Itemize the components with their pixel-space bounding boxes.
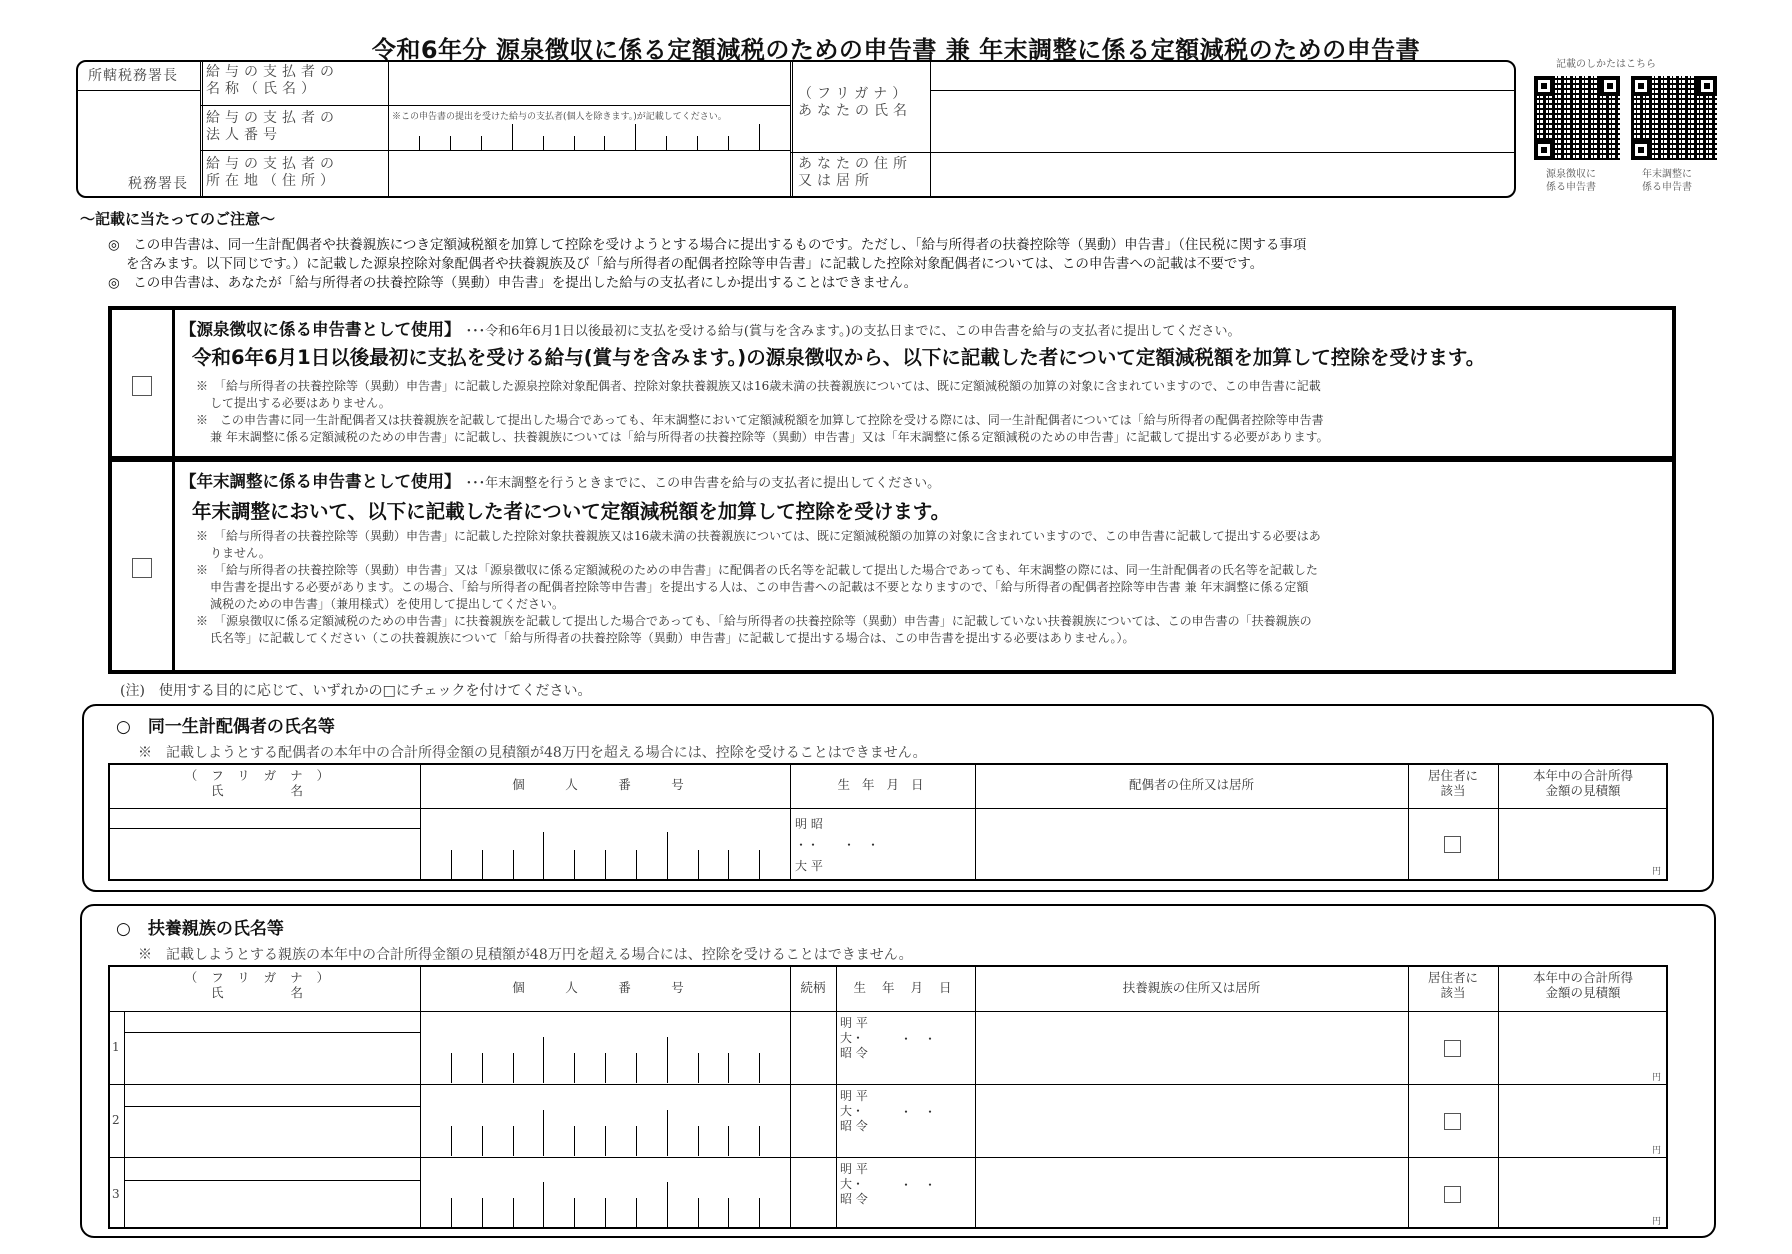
page-title: 令和6年分 源泉徴収に係る定額減税のための申告書 兼 年末調整に係る定額減税のための申告書 bbox=[371, 36, 1421, 64]
digit-separator bbox=[481, 136, 482, 150]
dependent-address-input[interactable] bbox=[977, 1013, 1406, 1083]
option-withholding-main: 令和6年6月1日以後最初に支払を受ける給与(賞与を含みます。)の源泉徴収から、以下に記載した者について定額減税額を加算して控除を受けます。 bbox=[192, 346, 1486, 369]
digit-separator bbox=[667, 1110, 668, 1156]
payer-number-note: ※この申告書の提出を受けた給与の支払者(個人を除きます。)が記載してください。 bbox=[392, 112, 727, 122]
digit-separator bbox=[574, 1126, 575, 1156]
dependents-note: ※ 記載しようとする親族の本年中の合計所得金額の見積額が48万円を超える場合には、控除を受けることはできません。 bbox=[138, 947, 913, 963]
dependent-yen-unit: 円 bbox=[1652, 1146, 1662, 1156]
dependent-birth-dots: ・ ・ bbox=[900, 1105, 937, 1119]
digit-separator bbox=[451, 1198, 452, 1228]
digit-separator bbox=[698, 1053, 699, 1083]
digit-separator bbox=[482, 1053, 483, 1083]
spouse-resident-checkbox[interactable] bbox=[1444, 836, 1461, 853]
row-number: 3 bbox=[112, 1187, 120, 1201]
dependent-furigana-input[interactable] bbox=[126, 1159, 418, 1178]
digit-separator bbox=[512, 124, 513, 150]
digit-separator bbox=[636, 1198, 637, 1228]
spouse-era-bottom: 大 平 bbox=[795, 859, 823, 873]
qr-code-year-end[interactable] bbox=[1631, 76, 1717, 160]
payer-address-label: 給与の支払者の 所在地（住所） bbox=[206, 156, 339, 189]
digit-separator bbox=[543, 136, 544, 150]
option-year-end-notes: ※ 「給与所得者の扶養控除等（異動）申告書」に記載した控除対象扶養親族又は16歳未満の扶養親族については、既に定額減税額の加算の対象に含まれていますので、この申告書に記載して提出する必要はあ りません。 ※ 「給与所得者の扶養控除等（異動）申告書」又は「源泉徴収に係る定額減税のための申告書」に配偶者の氏名等を記載して提出した場合であっても、年末調整の際には、同一生計配偶者の氏名等を記載した 申告書を提出する必要があります。この場合、「給与所得者の配偶者控除等申告書」を提出する人は、この申告書への記載は不要となりますので、「給与所得者の配偶者控除等申告書 兼 年末調整に係る定額 減税のための申告書」（兼用様式）を使用して提出してください。 ※ 「源泉徴収に係る定額減税のための申告書」に扶養親族を記載して提出した場合であっても、「給与所得者の扶養控除等（異動）申告書」に記載していない扶養親族については、この申告書の「扶養親族の 氏名等」に記載してください（この扶養親族について「給与所得者の扶養控除等（異動）申告書」に記載して提出する場合は、この申告書を提出する必要はありません。）。 bbox=[196, 529, 1321, 645]
dependent-yen-unit: 円 bbox=[1652, 1073, 1662, 1083]
dependent-name-input[interactable] bbox=[126, 1182, 418, 1227]
dependent-resident-checkbox[interactable] bbox=[1444, 1186, 1461, 1203]
digit-separator bbox=[513, 850, 514, 880]
digit-separator bbox=[513, 1053, 514, 1083]
dependent-era: 明 平 大・ 昭 令 bbox=[840, 1089, 868, 1133]
digit-separator bbox=[728, 136, 729, 150]
qr-left-label: 源泉徴収に 係る申告書 bbox=[1546, 169, 1596, 193]
digit-separator bbox=[698, 1198, 699, 1228]
spouse-era-top: 明 昭 bbox=[795, 817, 823, 831]
office-label: 所轄税務署長 bbox=[88, 68, 178, 84]
dependent-birth-dots: ・ ・ bbox=[900, 1178, 937, 1192]
digit-separator bbox=[728, 1053, 729, 1083]
digit-separator bbox=[697, 136, 698, 150]
digit-separator bbox=[574, 850, 575, 880]
dependent-yen-unit: 円 bbox=[1652, 1217, 1662, 1227]
your-address-input[interactable] bbox=[934, 154, 1512, 196]
dependents-col-birth: 生 年 月 日 bbox=[853, 980, 958, 995]
payer-address-input[interactable] bbox=[392, 152, 786, 196]
dependents-col-relation: 続柄 bbox=[800, 980, 826, 995]
digit-separator bbox=[635, 124, 636, 150]
spouse-col-resident: 居住者に 該当 bbox=[1427, 768, 1478, 798]
dependent-income-input[interactable] bbox=[1500, 1159, 1666, 1227]
digit-separator bbox=[574, 136, 575, 150]
digit-separator bbox=[450, 136, 451, 150]
spouse-furigana-input[interactable] bbox=[110, 810, 418, 827]
spouse-name-input[interactable] bbox=[110, 830, 418, 879]
dependent-furigana-input[interactable] bbox=[126, 1086, 418, 1104]
spouse-col-number: 個 人 番 号 bbox=[512, 777, 698, 792]
dependent-name-input[interactable] bbox=[126, 1034, 418, 1083]
digit-separator bbox=[482, 850, 483, 880]
your-address-label: あなたの住所 又は居所 bbox=[798, 156, 912, 189]
digit-separator bbox=[759, 850, 760, 880]
spouse-address-input[interactable] bbox=[977, 810, 1406, 879]
digit-separator bbox=[451, 1126, 452, 1156]
spouse-col-birth: 生 年 月 日 bbox=[837, 777, 928, 792]
dependent-income-input[interactable] bbox=[1500, 1086, 1666, 1156]
digit-separator bbox=[605, 1198, 606, 1228]
your-furigana-input[interactable] bbox=[934, 62, 1512, 88]
digit-separator bbox=[605, 850, 606, 880]
digit-separator bbox=[759, 1198, 760, 1228]
row-number: 2 bbox=[112, 1113, 120, 1127]
digit-separator bbox=[604, 136, 605, 150]
digit-separator bbox=[419, 136, 420, 150]
option-year-end-heading: 【年末調整に係る申告書として使用】 ･･･年末調整を行うときまでに、この申告書を給与の支払者に提出してください。 bbox=[180, 472, 941, 491]
dependents-col-income: 本年中の合計所得 金額の見積額 bbox=[1532, 970, 1633, 1000]
dependents-col-name: （フリガナ） 氏 名 bbox=[184, 970, 344, 1000]
digit-separator bbox=[759, 1126, 760, 1156]
dependents-col-number: 個 人 番 号 bbox=[512, 980, 698, 995]
dependent-relation-input[interactable] bbox=[792, 1013, 834, 1083]
notice-body: ◎ この申告書は、同一生計配偶者や扶養親族につき定額減税額を加算して控除を受けようとする場合に提出するものです。ただし、「給与所得者の扶養控除等（異動）申告書」（住民税に関する事項 を含みます。以下同じです。）に記載した源泉控除対象配偶者や扶養親族及び「給与所得者の配偶者控除等申告書」に記載した控除対象配偶者については、この申告書への記載は不要です。 ◎ この申告書は、あなたが「給与所得者の扶養控除等（異動）申告書」を提出した給与の支払者にしか提出することはできません。 bbox=[108, 237, 1307, 291]
dependents-title: ○ 扶養親族の氏名等 bbox=[116, 919, 284, 939]
option-withholding-notes: ※ 「給与所得者の扶養控除等（異動）申告書」に記載した源泉控除対象配偶者、控除対象扶養親族又は16歳未満の扶養親族については、既に定額減税額の加算の対象に含まれていますので、この申告書に記載 して提出する必要はありません。 ※ この申告書に同一生計配偶者又は扶養親族を記載して提出した場合であっても、年末調整において定額減税額を加算して控除を受ける際には、同一生計配偶者については「給与所得者の配偶者控除等申告書 兼 年末調整に係る定額減税のための申告書」に記載し、扶養親族については「給与所得者の扶養控除等（異動）申告書」又は「年末調整に係る定額減税のための申告書」に記載して提出する必要があります。 bbox=[196, 379, 1329, 444]
dependents-col-address: 扶養親族の住所又は居所 bbox=[1122, 980, 1261, 995]
dependent-resident-checkbox[interactable] bbox=[1444, 1113, 1461, 1130]
dependents-col-resident: 居住者に 該当 bbox=[1427, 970, 1478, 1000]
spouse-income-input[interactable] bbox=[1500, 810, 1666, 879]
spouse-yen-unit: 円 bbox=[1652, 867, 1662, 877]
dependent-birth-dots: ・ ・ bbox=[900, 1032, 937, 1046]
digit-separator bbox=[759, 124, 760, 150]
dependent-furigana-input[interactable] bbox=[126, 1013, 418, 1031]
your-name-input[interactable] bbox=[934, 92, 1512, 150]
digit-separator bbox=[667, 1182, 668, 1228]
dependent-address-input[interactable] bbox=[977, 1086, 1406, 1156]
dependent-address-input[interactable] bbox=[977, 1159, 1406, 1227]
digit-separator bbox=[667, 832, 668, 880]
dependent-resident-checkbox[interactable] bbox=[1444, 1040, 1461, 1057]
digit-separator bbox=[543, 1037, 544, 1083]
digit-separator bbox=[513, 1126, 514, 1156]
dependent-income-input[interactable] bbox=[1500, 1013, 1666, 1083]
qr-caption: 記載のしかたはこちら bbox=[1556, 59, 1656, 70]
payer-number-input[interactable] bbox=[392, 120, 786, 150]
spouse-birth-input[interactable] bbox=[792, 810, 973, 879]
spouse-col-address: 配偶者の住所又は居所 bbox=[1128, 777, 1254, 792]
digit-separator bbox=[759, 1053, 760, 1083]
digit-separator bbox=[605, 1126, 606, 1156]
payer-name-input[interactable] bbox=[392, 62, 786, 102]
digit-separator bbox=[728, 1198, 729, 1228]
dependent-name-input[interactable] bbox=[126, 1108, 418, 1156]
digit-separator bbox=[728, 850, 729, 880]
spouse-col-name: （フリガナ） 氏 名 bbox=[184, 768, 344, 798]
digit-separator bbox=[605, 1053, 606, 1083]
dependent-relation-input[interactable] bbox=[792, 1159, 834, 1227]
digit-separator bbox=[451, 1053, 452, 1083]
digit-separator bbox=[574, 1198, 575, 1228]
option-withholding-heading: 【源泉徴収に係る申告書として使用】 ･･･令和6年6月1日以後最初に支払を受ける給与(賞与を含みます。)の支払日までに、この申告書を給与の支払者に提出してください。 bbox=[180, 320, 1241, 339]
office-suffix: 税務署長 bbox=[128, 176, 188, 192]
option-withholding-checkbox[interactable] bbox=[132, 376, 152, 396]
digit-separator bbox=[451, 850, 452, 880]
usage-note: (注) 使用する目的に応じて、いずれかの□にチェックを付けてください。 bbox=[120, 683, 592, 699]
payer-name-label: 給与の支払者の 名称（氏名） bbox=[206, 64, 339, 97]
digit-separator bbox=[574, 1053, 575, 1083]
spouse-era-dots: ・・ ・ ・ bbox=[795, 838, 880, 852]
option-year-end-main: 年末調整において、以下に記載した者について定額減税額を加算して控除を受けます。 bbox=[192, 500, 951, 523]
option-year-end-checkbox[interactable] bbox=[132, 558, 152, 578]
digit-separator bbox=[698, 850, 699, 880]
digit-separator bbox=[698, 1126, 699, 1156]
digit-separator bbox=[636, 1053, 637, 1083]
payer-number-label: 給与の支払者の 法人番号 bbox=[206, 110, 339, 143]
qr-right-label: 年末調整に 係る申告書 bbox=[1642, 169, 1692, 193]
digit-separator bbox=[543, 832, 544, 880]
dependent-era: 明 平 大・ 昭 令 bbox=[840, 1162, 868, 1206]
spouse-title: ○ 同一生計配偶者の氏名等 bbox=[116, 717, 335, 737]
digit-separator bbox=[543, 1182, 544, 1228]
office-input[interactable] bbox=[80, 92, 196, 172]
digit-separator bbox=[667, 1037, 668, 1083]
qr-code-withholding[interactable] bbox=[1534, 76, 1620, 160]
notice-heading: ～記載に当たってのご注意～ bbox=[80, 210, 276, 228]
your-name-label: （フリガナ） あなたの氏名 bbox=[798, 86, 912, 119]
digit-separator bbox=[482, 1126, 483, 1156]
digit-separator bbox=[636, 1126, 637, 1156]
digit-separator bbox=[482, 1198, 483, 1228]
digit-separator bbox=[666, 136, 667, 150]
spouse-note: ※ 記載しようとする配偶者の本年中の合計所得金額の見積額が48万円を超える場合には、控除を受けることはできません。 bbox=[138, 745, 927, 761]
digit-separator bbox=[728, 1126, 729, 1156]
dependent-relation-input[interactable] bbox=[792, 1086, 834, 1156]
dependent-era: 明 平 大・ 昭 令 bbox=[840, 1016, 868, 1060]
digit-separator bbox=[543, 1110, 544, 1156]
digit-separator bbox=[513, 1198, 514, 1228]
digit-separator bbox=[636, 850, 637, 880]
spouse-col-income: 本年中の合計所得 金額の見積額 bbox=[1532, 768, 1633, 798]
row-number: 1 bbox=[112, 1040, 120, 1054]
